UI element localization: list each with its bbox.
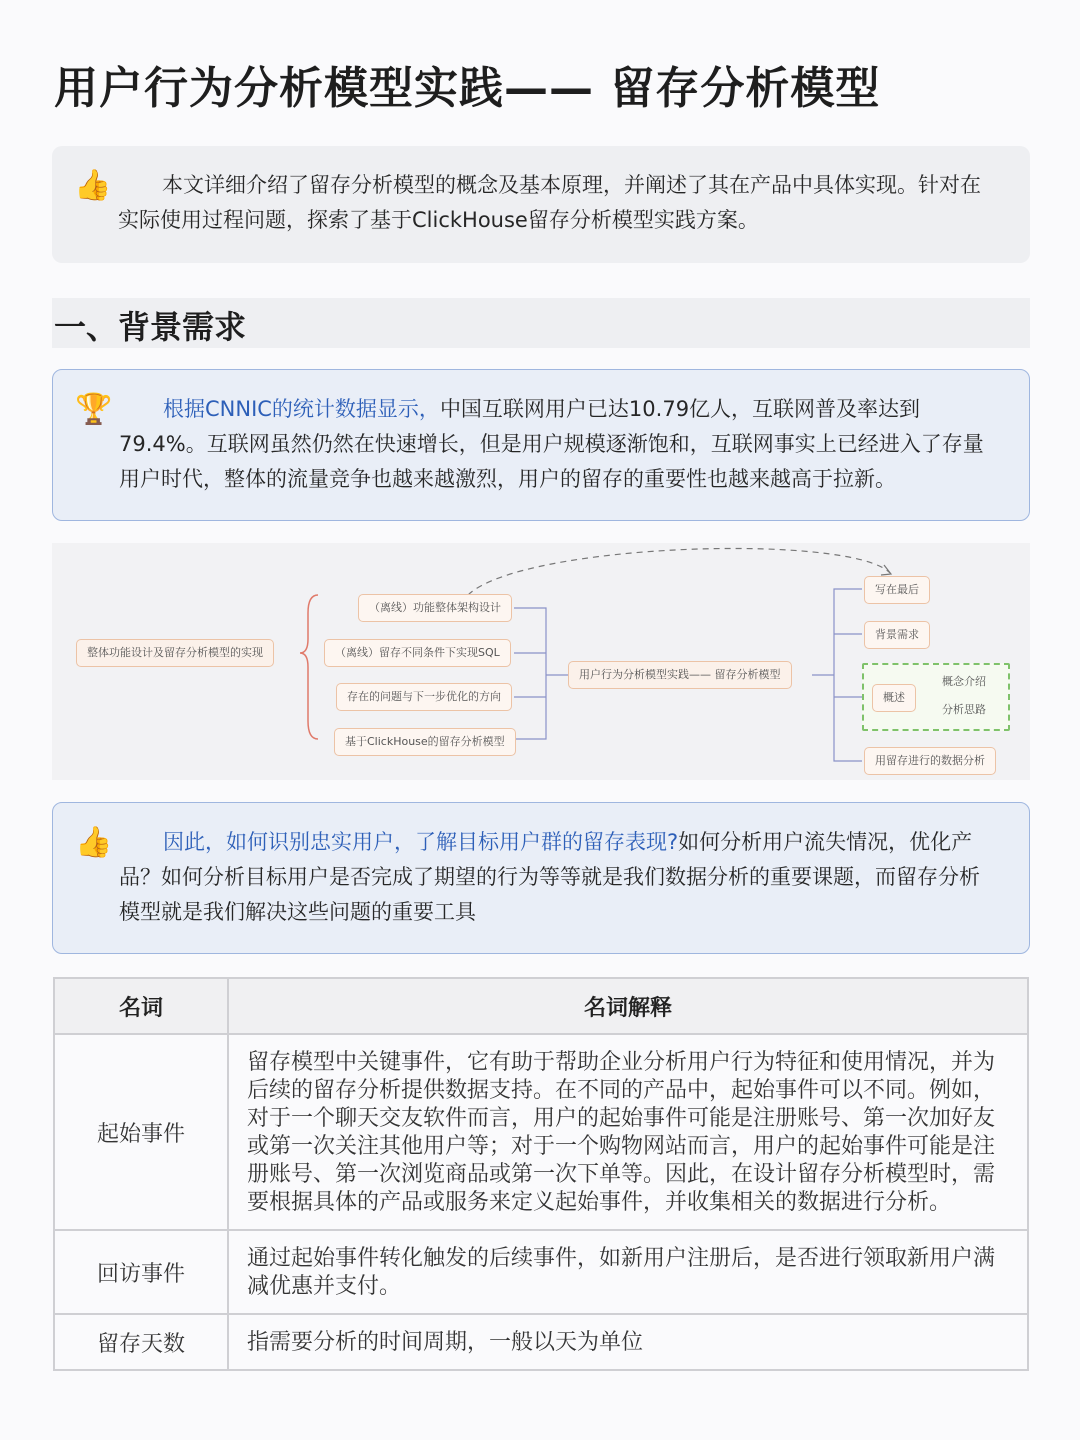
- mind-map: [52, 543, 1030, 780]
- mind-map-left-branch: （离线）留存不同条件下实现SQL: [324, 639, 511, 667]
- definition-cell: 指需要分析的时间周期，一般以天为单位: [228, 1314, 1028, 1370]
- mind-map-left-branch: （离线）功能整体架构设计: [358, 594, 512, 622]
- mind-map-overview-child: 概念介绍: [942, 675, 986, 688]
- terms-table: [53, 977, 1029, 1371]
- mind-map-center: 用户行为分析模型实践—— 留存分析模型: [568, 661, 792, 689]
- column-header-term: 名词: [54, 978, 228, 1034]
- trophy-icon: 🏆: [75, 392, 113, 427]
- cnnic-highlight: 根据CNNIC的统计数据显示，: [163, 397, 440, 421]
- mind-map-right-branch: 写在最后: [864, 576, 930, 604]
- section-heading-bar: [52, 298, 1030, 348]
- mind-map-root: 整体功能设计及留存分析模型的实现: [76, 639, 274, 667]
- thumbs-up-icon: 👍: [75, 825, 113, 860]
- intro-text: 本文详细介绍了留存分析模型的概念及基本原理，并阐述了其在产品中具体实现。针对在实际使用过程问题，探索了基于ClickHouse留存分析模型实践方案。: [118, 173, 981, 232]
- mind-map-right-branch: 用留存进行的数据分析: [864, 747, 996, 775]
- table-row: [54, 1034, 1028, 1230]
- question-highlight: 因此，如何识别忠实用户，了解目标用户群的留存表现?: [163, 830, 679, 854]
- mind-map-left-branch: 存在的问题与下一步优化的方向: [336, 683, 512, 711]
- question-callout: [52, 802, 1030, 954]
- term-cell: 起始事件: [54, 1034, 228, 1230]
- mind-map-overview-child: 分析思路: [942, 703, 986, 716]
- table-header-row: [54, 978, 1028, 1034]
- table-row: [54, 1230, 1028, 1314]
- section-heading: 一、背景需求: [54, 308, 247, 346]
- mind-map-right-branch: 概述: [872, 684, 916, 712]
- cnnic-text: [119, 392, 993, 497]
- definition-cell: 留存模型中关键事件，它有助于帮助企业分析用户行为特征和使用情况，并为后续的留存分析提供数据支持。在不同的产品中，起始事件可以不同。例如，对于一个聊天交友软件而言，用户的起始事件可能是注册账号、第一次加好友或第一次关注其他用户等；对于一个购物网站而言，用户的起始事件可能是注册账号、第一次浏览商品或第一次下单等。因此，在设计留存分析模型时，需要根据具体的产品或服务来定义起始事件，并收集相关的数据进行分析。: [228, 1034, 1028, 1230]
- page-title: 用户行为分析模型实践—— 留存分析模型: [54, 63, 881, 114]
- question-text: [119, 825, 993, 930]
- mind-map-right-branch: 背景需求: [864, 621, 930, 649]
- thumbs-up-icon: 👍: [74, 168, 112, 203]
- column-header-definition: 名词解释: [228, 978, 1028, 1034]
- intro-callout: [52, 146, 1030, 263]
- cnnic-callout: [52, 369, 1030, 521]
- table-row: [54, 1314, 1028, 1370]
- mind-map-left-branch: 基于ClickHouse的留存分析模型: [334, 728, 516, 756]
- cnnic-body: 中国互联网用户已达10.79亿人，互联网普及率达到79.4%。互联网虽然仍然在快速增长，但是用户规模逐渐饱和，互联网事实上已经进入了存量用户时代，整体的流量竞争也越来越激烈，用户的留存的重要性也越来越高于拉新。: [119, 397, 984, 491]
- term-cell: 留存天数: [54, 1314, 228, 1370]
- definition-cell: 通过起始事件转化触发的后续事件，如新用户注册后，是否进行领取新用户满减优惠并支付。: [228, 1230, 1028, 1314]
- term-cell: 回访事件: [54, 1230, 228, 1314]
- question-body: 如何分析用户流失情况，优化产品？如何分析目标用户是否完成了期望的行为等等就是我们数据分析的重要课题，而留存分析模型就是我们解决这些问题的重要工具: [119, 830, 980, 924]
